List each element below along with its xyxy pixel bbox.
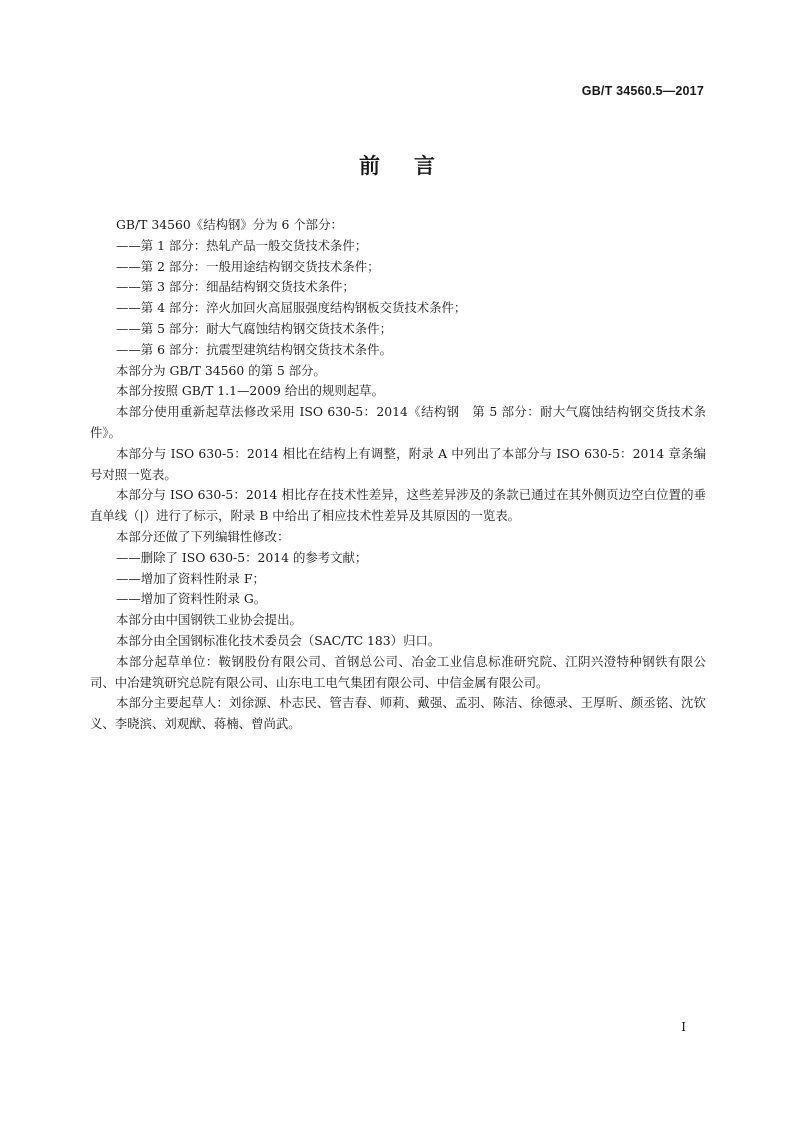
list-item: ——第 3 部分：细晶结构钢交货技术条件； [116,279,355,295]
paragraph: 本部分与 ISO 630-5：2014 相比存在技术性差异，这些差异涉及的条款已通过在其外侧页边空白位置的垂直单线（|）进行了标示，附录 B 中给出了相应技术性差异及其原因的一览表。 [90,487,706,524]
list-item: ——第 2 部分：一般用途结构钢交货技术条件； [116,258,380,274]
paragraph: 本部分主要起草人：刘徐源、朴志民、管吉春、师莉、戴强、孟羽、陈洁、徐德录、王厚昕、颜丞铭、沈钦义、李晓滨、刘观猷、蒋楠、曾尚武。 [90,695,706,732]
list-item: ——删除了 ISO 630-5：2014 的参考文献； [116,549,368,565]
paragraph: GB/T 34560《结构钢》分为 6 个部分： [116,217,343,232]
paragraph: 本部分按照 GB/T 1.1—2009 给出的规则起草。 [116,383,384,399]
paragraph: 本部分由中国钢铁工业协会提出。 [116,612,302,628]
page-title: 前言 [359,154,469,178]
list-item: ——第 6 部分：抗震型建筑结构钢交货技术条件。 [116,341,392,357]
list-item: ——增加了资料性附录 G。 [116,591,267,607]
paragraph: 本部分由全国钢标准化技术委员会（SAC/TC 183）归口。 [116,632,441,648]
paragraph: 本部分起草单位：鞍钢股份有限公司、首钢总公司、冶金工业信息标准研究院、江阴兴澄特种钢铁有限公司、中冶建筑研究总院有限公司、山东电工电气集团有限公司、中信金属有限公司。 [90,653,706,690]
paragraph: 本部分与 ISO 630-5：2014 相比在结构上有调整，附录 A 中列出了本部分与 ISO 630-5：2014 章条编号对照一览表。 [90,445,706,482]
list-item: ——第 4 部分：淬火加回火高屈服强度结构钢板交货技术条件； [116,300,467,316]
paragraph: 本部分使用重新起草法修改采用 ISO 630-5：2014《结构钢 第 5 部分：耐大气腐蚀结构钢交货技术条件》。 [90,404,706,440]
standard-code: GB/T 34560.5—2017 [581,84,704,98]
foreword-body [90,215,706,735]
page-number: I [681,1020,686,1034]
list-item: ——第 1 部分：热轧产品一般交货技术条件； [116,237,368,253]
list-item: ——增加了资料性附录 F； [116,570,265,586]
paragraph: 本部分还做了下列编辑性修改： [116,528,290,544]
list-item: ——第 5 部分：耐大气腐蚀结构钢交货技术条件； [116,320,392,336]
paragraph: 本部分为 GB/T 34560 的第 5 部分。 [116,362,326,378]
